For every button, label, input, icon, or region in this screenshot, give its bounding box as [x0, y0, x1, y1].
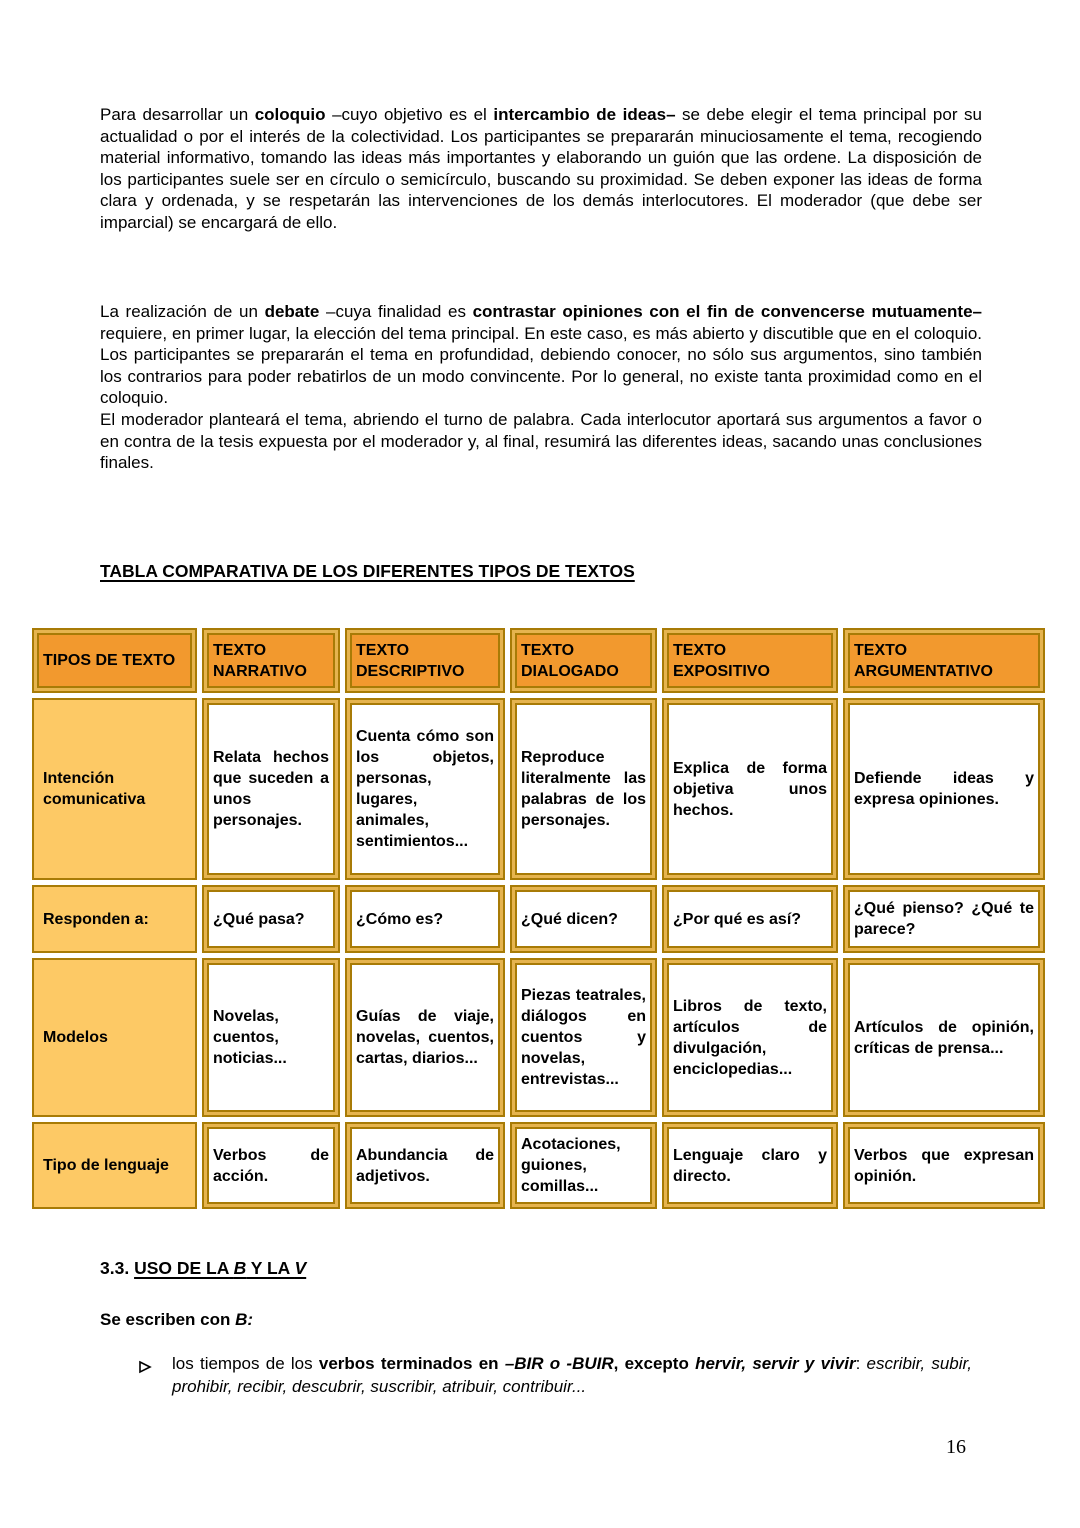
table-header-cell-argumentativo — [843, 628, 1045, 693]
table-cell-text: Piezas teatrales, diálogos en cuentos y novelas, entrevistas... — [521, 987, 646, 1088]
table-data-cell — [510, 958, 657, 1117]
table-cell-text: Lenguaje claro y directo. — [673, 1146, 827, 1185]
table-cell-text: ¿Por qué es así? — [673, 910, 802, 928]
table-data-cell — [202, 885, 340, 953]
table-cell-text: Cuenta cómo son los objetos, personas, lugares, animales, sentimientos... — [356, 728, 494, 850]
table-header-cell-narrativo — [202, 628, 340, 693]
table-header-cell-expositivo — [662, 628, 838, 693]
table-row-label-tipo-lenguaje — [32, 1122, 197, 1209]
table-data-cell — [662, 698, 838, 880]
table-header-label: TEXTO DIALOGADO — [521, 641, 619, 680]
table-data-cell — [662, 1122, 838, 1209]
table-cell-text: Verbos de acción. — [213, 1146, 329, 1185]
table-header-cell-dialogado — [510, 628, 657, 693]
paragraph-coloquio — [100, 104, 982, 234]
paragraph-coloquio-text: Para desarrollar un coloquio –cuyo objetivo es el intercambio de ideas– se debe elegir el tema principal por su actualidad o por el interés de la colectividad. Los participantes se prepararán minuciosamente el tema, recogiendo material informativo, tomando las ideas más importantes y elaborando un guión que las ordene. La disposición de los participantes suele ser en círculo o semicírculo, buscando su proximidad. Se deben exponer las ideas de forma clara y ordenada, y se respetarán las intervenciones de los demás interlocutores. El moderador (que debe ser imparcial) se encargará de ello. — [100, 105, 982, 232]
table-cell-text: Relata hechos que suceden a unos personajes. — [213, 749, 329, 829]
table-row-label-text: Responden a: — [43, 910, 149, 928]
table-header-label: TEXTO DESCRIPTIVO — [356, 641, 465, 680]
table-data-cell — [843, 698, 1045, 880]
table-data-cell — [662, 958, 838, 1117]
bullet-text: los tiempos de los verbos terminados en –BIR o -BUIR, excepto hervir, servir y vivir: escribir, subir, prohibir, recibir, descubrir, suscribir, atribuir, contribuir... — [172, 1354, 972, 1396]
table-row-label-responden — [32, 885, 197, 953]
table-data-cell — [202, 1122, 340, 1209]
paragraph-debate-block — [100, 301, 982, 474]
bullet-item-verbos-bir — [138, 1352, 983, 1398]
page-number: 16 — [946, 1436, 966, 1458]
table-header-label: TIPOS DE TEXTO — [43, 652, 176, 669]
table-data-cell — [510, 1122, 657, 1209]
table-data-cell — [510, 885, 657, 953]
table-data-cell — [345, 1122, 505, 1209]
table-header-label: TEXTO NARRATIVO — [213, 641, 307, 680]
table-row-label-text: Intención comunicativa — [43, 770, 146, 808]
table-header-label: TEXTO ARGUMENTATIVO — [854, 641, 993, 680]
table-row-label-modelos — [32, 958, 197, 1117]
table-cell-text: Guías de viaje, novelas, cuentos, cartas, diarios... — [356, 1008, 494, 1067]
table-cell-text: Reproduce literalmente las palabras de los personajes. — [521, 749, 646, 829]
section-number: 3.3. — [100, 1258, 135, 1278]
se-escriben-con-b-lead: Se escriben con B: — [100, 1310, 254, 1329]
text-types-comparison-table — [32, 628, 1045, 1209]
table-data-cell — [662, 885, 838, 953]
table-row-label-text: Tipo de lenguaje — [43, 1157, 169, 1174]
table-cell-text: Explica de forma objetiva unos hechos. — [673, 759, 827, 819]
table-cell-text: ¿Qué pienso? ¿Qué te parece? — [854, 900, 1034, 938]
table-header-cell-tipos — [32, 628, 197, 693]
table-cell-text: Defiende ideas y expresa opiniones. — [854, 770, 1034, 808]
section-title: USO DE LA B Y LA V — [134, 1258, 307, 1278]
table-data-cell — [345, 885, 505, 953]
table-data-cell — [345, 698, 505, 880]
table-data-cell — [345, 958, 505, 1117]
table-cell-text: ¿Qué pasa? — [213, 910, 305, 928]
table-data-cell — [202, 958, 340, 1117]
table-cell-text: Libros de texto, artículos de divulgación, enciclopedias... — [673, 997, 827, 1078]
table-header-label: TEXTO EXPOSITIVO — [673, 641, 770, 680]
paragraph-debate-text: La realización de un debate –cuya finalidad es contrastar opiniones con el fin de convencerse mutuamente– requiere, en primer lugar, la elección del tema principal. En este caso, es más abierto y discutible que en el coloquio. Los participantes se prepararán el tema en profundidad, debiendo conocer, no sólo sus argumentos, sino también los contrarios para poder rebatirlos de un modo convincente. Por lo general, no existe tanta proximidad como en el coloquio. — [100, 302, 982, 408]
table-row-label-intencion — [32, 698, 197, 880]
table-cell-text: Abundancia de adjetivos. — [356, 1146, 494, 1185]
paragraph-moderador-text: El moderador planteará el tema, abriendo el turno de palabra. Cada interlocutor aportará sus argumentos a favor o en contra de la tesis expuesta por el moderador y, al final, resumirá las diferentes ideas, sacando unas conclusiones finales. — [100, 409, 982, 473]
table-cell-text: ¿Cómo es? — [356, 910, 444, 928]
table-row-label-text: Modelos — [43, 1029, 108, 1046]
table-data-cell — [510, 698, 657, 880]
table-cell-text: Novelas, cuentos, noticias... — [213, 1008, 287, 1067]
table-data-cell — [843, 1122, 1045, 1209]
table-data-cell — [843, 958, 1045, 1117]
table-data-cell — [843, 885, 1045, 953]
table-header-cell-descriptivo — [345, 628, 505, 693]
table-data-cell — [202, 698, 340, 880]
section-3-3-heading — [100, 1258, 306, 1279]
table-cell-text: Artículos de opinión, críticas de prensa... — [854, 1018, 1034, 1057]
arrow-bullet-icon — [138, 1352, 172, 1398]
table-cell-text: Verbos que expresan opinión. — [854, 1146, 1034, 1185]
table-cell-text: Acotaciones, guiones, comillas... — [521, 1136, 621, 1195]
comparison-table-heading: TABLA COMPARATIVA DE LOS DIFERENTES TIPOS DE TEXTOS — [100, 561, 635, 581]
table-cell-text: ¿Qué dicen? — [521, 910, 618, 928]
